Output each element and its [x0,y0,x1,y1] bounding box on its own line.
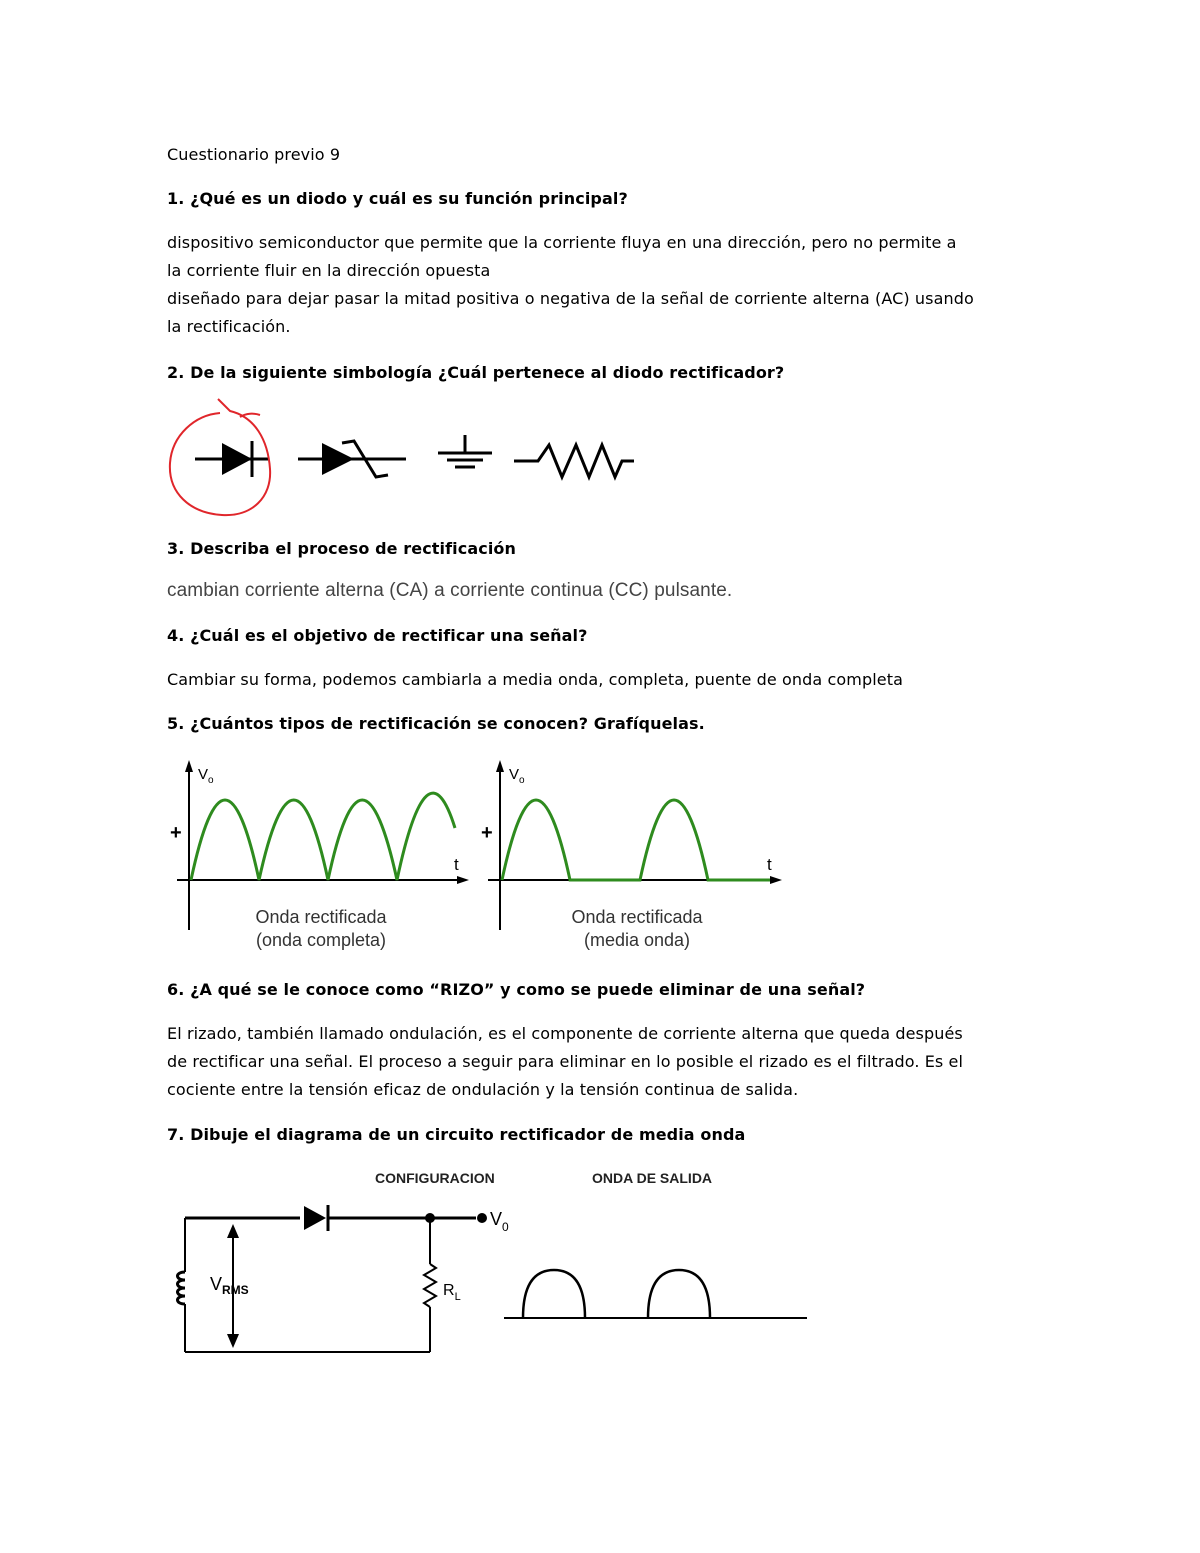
resistor-symbol [514,445,634,477]
question-6: 6. ¿A qué se le conoce como “RIZO” y como se puede eliminar de una señal? [167,980,866,999]
half-wave-caption-2: (media onda) [583,930,691,950]
half-wave-circuit-figure [170,1160,820,1360]
full-wave-graph [165,758,475,958]
half-wave-trace [502,800,770,880]
svg-text:VRMS: $V_{RMS}$ [210,1274,249,1297]
answer-4: Cambiar su forma, podemos cambiarla a media onda, completa, puente de onda completa [167,670,904,689]
config-label: CONFIGURACION [375,1170,495,1186]
page-title: Cuestionario previo 9 [167,145,341,164]
svg-text:V0: $V_0$ [490,1209,509,1234]
full-wave-caption-2: (onda completa) [255,930,387,950]
answer-3: cambian corriente alterna (CA) a corriente continua (CC) pulsante. [167,580,733,601]
half-wave-caption-1: Onda rectificada [571,907,703,927]
symbols-figure [160,395,650,530]
question-5: 5. ¿Cuántos tipos de rectificación se conocen? Grafíquelas. [167,714,705,733]
svg-text:RL: $R_L$ [443,1282,461,1303]
answer-1-line-2: la corriente fluir en la dirección opuesta [167,261,491,280]
full-wave-caption-1: Onda rectificada [255,907,387,927]
t-axis-label: t [454,855,459,874]
output-wave [504,1270,807,1318]
svg-text:Vo: $V_o$ [198,766,214,786]
half-wave-graph [478,758,788,958]
t-axis-label: t [767,855,772,874]
answer-6-line-2: de rectificar una señal. El proceso a seguir para eliminar en lo posible el rizado es el filtrado. Es el [167,1052,964,1071]
ground-symbol [438,435,492,467]
answer-1-line-3: diseñado para dejar pasar la mitad positiva o negativa de la señal de corriente alterna (AC) usando [167,289,974,308]
answer-1-line-4: la rectificación. [167,317,291,336]
answer-1-line-1: dispositivo semiconductor que permite que la corriente fluya en una dirección, pero no permite a [167,233,957,252]
plus-sign: + [481,822,493,844]
handdrawn-circle-annotation [170,399,270,515]
question-7: 7. Dibuje el diagrama de un circuito rectificador de media onda [167,1125,746,1144]
question-2: 2. De la siguiente simbología ¿Cuál pertenece al diodo rectificador? [167,363,785,382]
full-wave-trace [191,793,455,880]
zener-diode-symbol [298,441,406,477]
circuit-diagram [178,1205,510,1352]
question-1: 1. ¿Qué es un diodo y cuál es su función principal? [167,189,628,208]
svg-text:Vo: $V_o$ [509,766,525,786]
output-terminal [477,1213,487,1223]
diode-symbol [304,1206,326,1230]
question-4: 4. ¿Cuál es el objetivo de rectificar una señal? [167,626,588,645]
diode-symbol [195,441,268,477]
answer-6-line-1: El rizado, también llamado ondulación, es el componente de corriente alterna que queda después [167,1024,963,1043]
question-3: 3. Describa el proceso de rectificación [167,539,516,558]
transformer-coil [178,1272,186,1304]
answer-6-line-3: cociente entre la tensión eficaz de ondulación y la tensión continua de salida. [167,1080,799,1099]
plus-sign: + [170,822,182,844]
output-label: ONDA DE SALIDA [592,1170,713,1186]
load-resistor [424,1264,436,1307]
